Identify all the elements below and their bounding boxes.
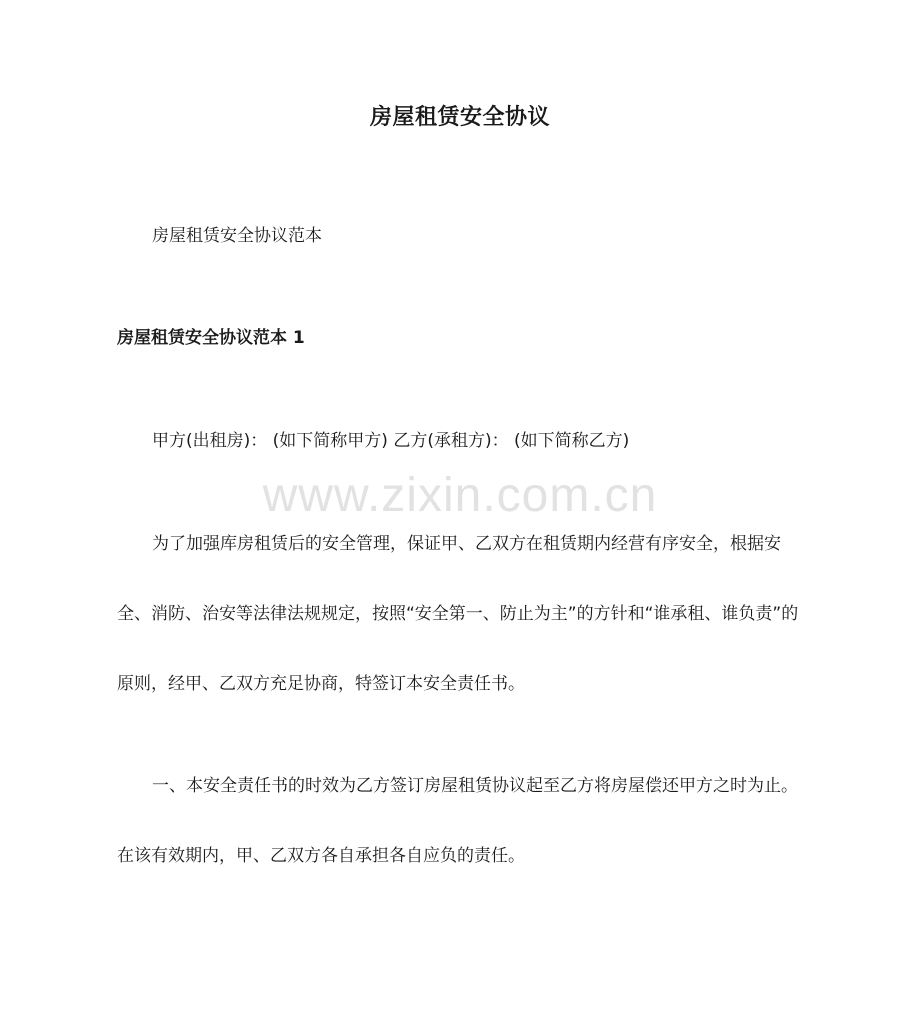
watermark: www.zixin.com.cn xyxy=(262,469,658,522)
parties-line: 甲方(出租房)： (如下简称甲方) 乙方(承租方)： (如下简称乙方) xyxy=(152,431,630,451)
paragraph-purpose: 为了加强库房租赁后的安全管理，保证甲、乙双方在租赁期内经营有序安全，根据安全、消防、治安等法律法规规定，按照“安全第一、防止为主”的方针和“谁承租、谁负责”的原则，经甲、乙双方充足协商，特签订本安全责任书。 xyxy=(117,534,799,694)
section-heading: 房屋租赁安全协议范本 1 xyxy=(117,328,305,348)
document-subtitle: 房屋租赁安全协议范本 xyxy=(152,226,322,246)
paragraph-term: 一、本安全责任书的时效为乙方签订房屋租赁协议起至乙方将房屋偿还甲方之时为止。在该有效期内，甲、乙双方各自承担各自应负的责任。 xyxy=(117,776,798,866)
document-title: 房屋租赁安全协议 xyxy=(369,105,550,130)
